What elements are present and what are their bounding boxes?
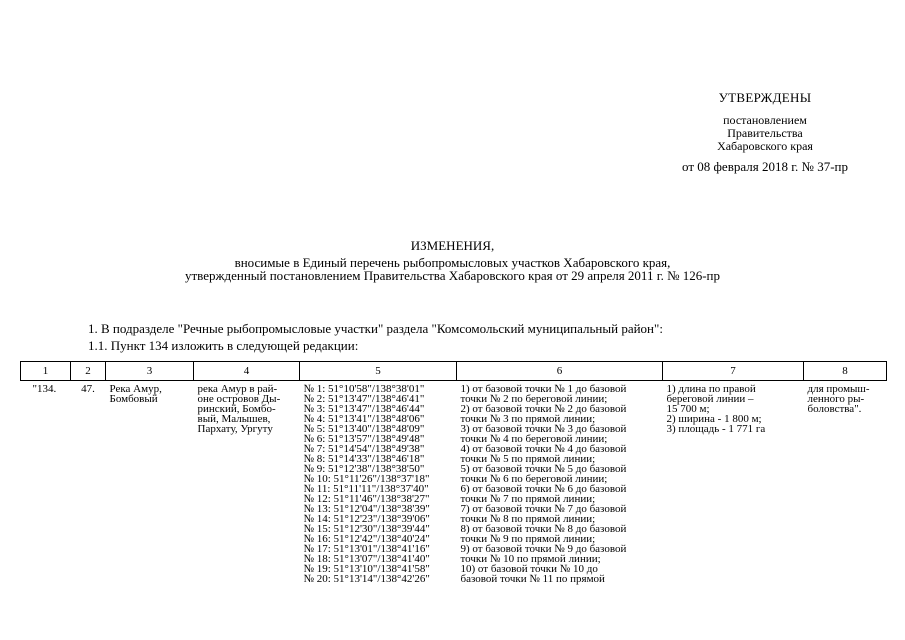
cell-line: № 13: 51°12'04"/138°38'39": [303, 503, 430, 515]
table-row: [21, 381, 887, 630]
cell-area-name: [106, 381, 194, 630]
cell-line: 1) длина по правой: [666, 383, 756, 395]
cell-line: точки № 7 по прямой линии;: [460, 493, 596, 505]
column-header: 1: [21, 362, 71, 381]
cell-line: точки № 6 по береговой линии;: [460, 473, 608, 485]
cell-line: точки № 5 по прямой линии;: [460, 453, 596, 465]
cell-line: 2) от базовой точки № 2 до базовой: [460, 403, 627, 415]
cell-line: № 1: 51°10'58"/138°38'01": [303, 383, 425, 395]
cell-line: боловства".: [807, 403, 862, 415]
cell-line: № 7: 51°14'54"/138°49'38": [303, 443, 425, 455]
column-header: 4: [194, 362, 300, 381]
cell-line: № 10: 51°11'26"/138°37'18": [303, 473, 430, 485]
cell-line: точки № 8 по прямой линии;: [460, 513, 596, 525]
cell-line: № 3: 51°13'47"/138°46'44": [303, 403, 425, 415]
cell-line: ринский, Бомбо-: [197, 403, 276, 415]
cell-line: точки № 3 по прямой линии;: [460, 413, 596, 425]
cell-coordinates: [300, 381, 457, 630]
cell-line: № 17: 51°13'01"/138°41'16": [303, 543, 430, 555]
cell-line: точки № 10 по прямой линии;: [460, 553, 601, 565]
cell-line: 2) ширина - 1 800 м;: [666, 413, 762, 425]
cell-line: 8) от базовой точки № 8 до базовой: [460, 523, 627, 535]
cell-line: 3) площадь - 1 771 га: [666, 423, 766, 435]
approval-line-1: постановлением: [723, 113, 807, 127]
cell-line: вый, Малышев,: [197, 413, 271, 425]
cell-line: 3) от базовой точки № 3 до базовой: [460, 423, 627, 435]
cell-line: № 12: 51°11'46"/138°38'27": [303, 493, 430, 505]
cell-line: ленного ры-: [807, 393, 865, 405]
cell-line: Бомбовый: [109, 393, 158, 405]
column-header: 2: [71, 362, 106, 381]
table-header-row: [21, 362, 887, 381]
column-header: 8: [804, 362, 887, 381]
subtitle-line-1: вносимые в Единый перечень рыбопромысловых участков Хабаровского края,: [234, 255, 671, 270]
cell-line: № 4: 51°13'41"/138°48'06": [303, 413, 425, 425]
cell-line: № 5: 51°13'40"/138°48'09": [303, 423, 425, 435]
cell-line: 15 700 м;: [666, 403, 710, 415]
column-header: 7: [663, 362, 804, 381]
cell-line: 1) от базовой точки № 1 до базовой: [460, 383, 627, 395]
approval-date: от 08 февраля 2018 г. № 37-пр: [682, 159, 848, 174]
cell-dimensions: [663, 381, 804, 630]
paragraph-1-1: 1.1. Пункт 134 изложить в следующей редакции:: [88, 338, 359, 353]
document-title: ИЗМЕНЕНИЯ,: [410, 238, 495, 253]
cell-line: базовой точки № 11 по прямой: [460, 573, 605, 585]
cell-line: № 18: 51°13'07"/138°41'40": [303, 553, 430, 565]
cell-line: Река Амур,: [109, 383, 162, 395]
document-subtitle: [0, 256, 905, 282]
cell-line: 9) от базовой точки № 9 до базовой: [460, 543, 627, 555]
cell-purpose: [804, 381, 887, 630]
cell-item-number: "134.: [32, 383, 57, 395]
cell-line: оне островов Ды-: [197, 393, 281, 405]
cell-line: № 9: 51°12'38"/138°38'50": [303, 463, 425, 475]
cell-line: 7) от базовой точки № 7 до базовой: [460, 503, 627, 515]
cell-line: № 14: 51°12'23"/138°39'06": [303, 513, 430, 525]
cell-line: 5) от базовой точки № 5 до базовой: [460, 463, 627, 475]
cell-line: № 8: 51°14'33"/138°46'18": [303, 453, 425, 465]
cell-line: для промыш-: [807, 383, 870, 395]
cell-line: 4) от базовой точки № 4 до базовой: [460, 443, 627, 455]
cell-boundaries: [457, 381, 663, 630]
subtitle-line-2: утвержденный постановлением Правительства Хабаровского края от 29 апреля 2011 г. № 126-пр: [184, 268, 721, 283]
cell-line: № 19: 51°13'10"/138°41'58": [303, 563, 430, 575]
cell-area-number: 47.: [81, 383, 95, 395]
cell-line: № 15: 51°12'30"/138°39'44": [303, 523, 430, 535]
cell-line: точки № 9 по прямой линии;: [460, 533, 596, 545]
cell-line: река Амур в рай-: [197, 383, 278, 395]
cell-line: № 20: 51°13'14"/138°42'26": [303, 573, 430, 585]
cell-line: № 6: 51°13'57"/138°49'48": [303, 433, 425, 445]
approval-block: [640, 90, 890, 175]
cell-line: точки № 4 по береговой линии;: [460, 433, 608, 445]
cell-line: 10) от базовой точки № 10 до: [460, 563, 598, 575]
column-header: 5: [300, 362, 457, 381]
cell-line: № 16: 51°12'42"/138°40'24": [303, 533, 430, 545]
paragraph-1: 1. В подразделе "Речные рыбопромысловые участки" раздела "Комсомольский муниципальный район":: [88, 321, 663, 336]
approval-heading: УТВЕРЖДЕНЫ: [718, 90, 812, 105]
cell-line: № 11: 51°11'11"/138°37'40": [303, 483, 429, 495]
approval-line-2: Правительства: [727, 126, 803, 140]
cell-line: береговой линии –: [666, 393, 754, 405]
cell-line: № 2: 51°13'47"/138°46'41": [303, 393, 425, 405]
column-header: 6: [457, 362, 663, 381]
column-header: 3: [106, 362, 194, 381]
cell-line: 6) от базовой точки № 6 до базовой: [460, 483, 627, 495]
fishing-areas-table: [20, 361, 887, 629]
cell-line: Пархату, Ургуту: [197, 423, 273, 435]
cell-area-location: [194, 381, 300, 630]
cell-line: точки № 2 по береговой линии;: [460, 393, 608, 405]
approval-line-3: Хабаровского края: [717, 139, 813, 153]
